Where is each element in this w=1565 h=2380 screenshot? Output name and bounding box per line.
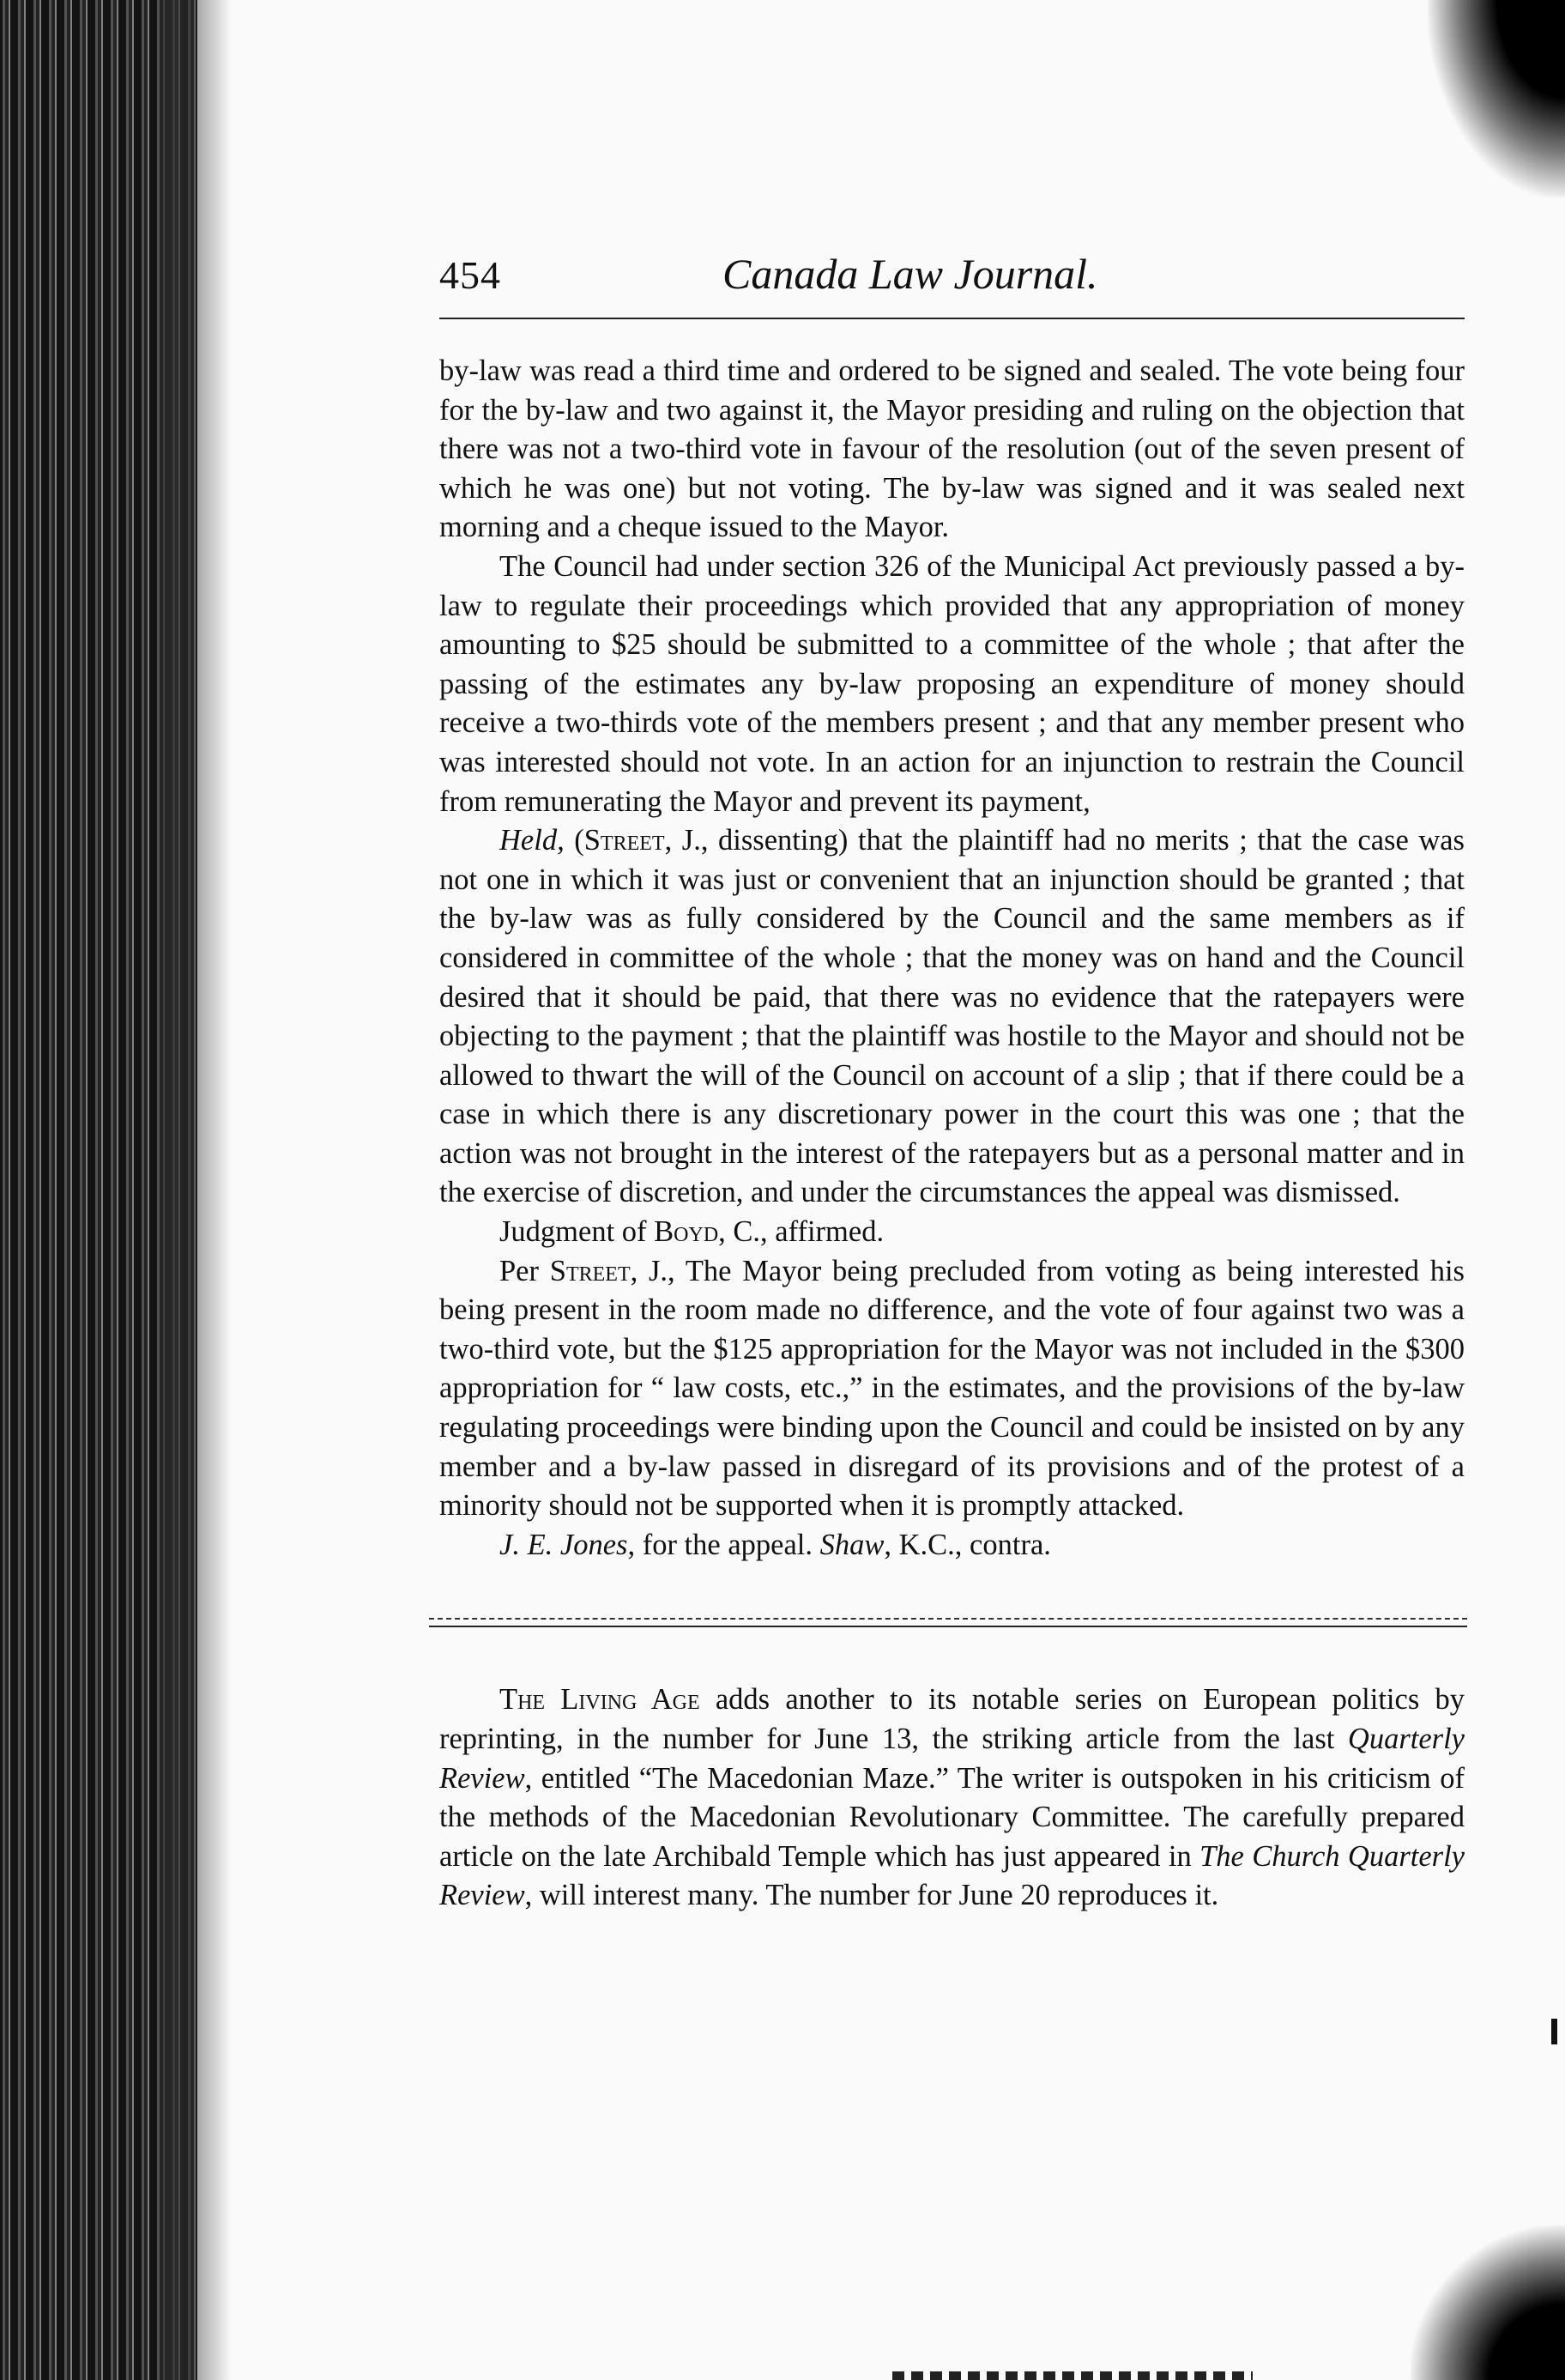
counsel-name: J. E. Jones: [499, 1528, 628, 1561]
paragraph: [439, 352, 1465, 548]
counsel-line: [439, 1526, 1465, 1565]
journal-title: Canada Law Journal.: [722, 250, 1098, 298]
paragraph-text: , entitled “The Macedonian Maze.” The writer is outspoken in his criticism of the methods of the Macedonian Revolutionary Committee. The carefully prepared article on the late Archibald Temple which has just appeared in: [439, 1761, 1465, 1873]
paragraph-text: adds another to its notable series on European politics by reprinting, in the number for June 13, the striking article from the last: [439, 1683, 1465, 1755]
counsel-role: , K.C., contra.: [884, 1528, 1051, 1561]
holding-paragraph: Held, (Street, J., dissenting) that the plaintiff had no merits ; that the case was not one in which it was just or convenient that an injunction should be granted ; that the by-law was as fully considered by the Council and the same members as if considered in committee of the whole ; that the money was on hand and the Council desired that it should be paid, that there was no evidence that the ratepayers were objecting to the payment ; that the plaintiff was hostile to the Mayor and should not be allowed to thwart the will of the Council on account of a slip ; that if there could be a case in which there is any discretionary power in the court this was one ; that the action was not brought in the interest of the ratepayers but as a personal matter and in the exercise of discretion, and under the circumstances the appeal was dismissed.: [439, 824, 1465, 1209]
judge-name: Boyd: [654, 1215, 719, 1249]
paragraph-text: Per: [499, 1254, 550, 1287]
paragraph-text: , J., dissenting) that the plaintiff had no merits ; that the case was not one in which it was just or convenient that an injunction should be granted ; that the by-law was as fully considered by the Council and the same members as if considered in committee of the whole ; that the money was on hand and the Council desired that it should be paid, that there was no evidence that the ratepayers were objecting to the payment ; that the plaintiff was hostile to the Mayor and should not be allowed to thwart the will of the Council on account of a slip ; that if there could be a case in which there is any discretionary power in the court this was one ; that the action was not brought in the interest of the ratepayers but as a personal matter and in the exercise of discretion, and under the circumstances the appeal was dismissed.: [439, 824, 1465, 1209]
counsel-role: , for the appeal.: [627, 1528, 820, 1561]
divider-line: [429, 1618, 1467, 1620]
judge-name: Street: [583, 824, 665, 857]
judgment-paragraph: [439, 1213, 1465, 1252]
note-paragraph: [439, 1681, 1465, 1916]
paragraph: [439, 548, 1465, 821]
divider-line: [429, 1626, 1467, 1627]
case-report: [439, 352, 1465, 1565]
page-corner-shadow-bottom: [1411, 2226, 1565, 2380]
book-binding-edge: [0, 0, 197, 2380]
paragraph-text: In an action for an injunction to restrain the Council from remunerating the Mayor and prevent its payment,: [439, 745, 1465, 818]
held-label: Held,: [499, 824, 565, 857]
page-corner-shadow-top: [1428, 0, 1565, 197]
publication-name: The Living Age: [499, 1683, 700, 1717]
editorial-note: [439, 1681, 1465, 1916]
page-content: [439, 240, 1465, 1916]
paragraph-text: , will interest many. The number for June 20 reproduces it.: [524, 1879, 1219, 1912]
running-header: [439, 240, 1465, 319]
paragraph-text: by-law was read a third time and ordered to be signed and sealed. The vote being four for the by-law and two against it, the Mayor presiding and ruling on the objection that there was not a two-third vote in favour of the resolution (out of the seven present of which he was one) but not voting. The by-law was signed and it was sealed next morning and a cheque issued to the Mayor.: [439, 354, 1465, 544]
per-curiam-paragraph: [439, 1252, 1465, 1526]
paragraph-text: Judgment of: [499, 1215, 655, 1249]
paragraph-text: , J., The Mayor being precluded from voting as being interested his being present in the room made no difference, and the vote of four against two was a two-third vote, but the $125 appropriation for the Mayor was not included in the $300 appropriation for “ law costs, etc.,” in the estimates, and the provisions of the by-law regulating proceedings were binding upon the Council and could be insisted on by any member and a by-law passed in disregard of its provisions and of the protest of a minority should not be supported when it is promptly attacked.: [439, 1254, 1465, 1523]
page-number: 454: [439, 253, 501, 297]
judge-name: Street: [549, 1254, 631, 1287]
publication-name: The Church Quarterly Review: [439, 1839, 1465, 1912]
section-divider: [429, 1618, 1467, 1627]
margin-mark: [1551, 2019, 1557, 2044]
paragraph-text: , C., affirmed.: [718, 1215, 885, 1249]
counsel-name: Shaw: [819, 1528, 885, 1561]
paragraph-text: The Council had under section 326 of the Municipal Act previously passed a by-law to regulate their proceedings which provided that any appropriation of money amounting to $25 should be submitted to a committee of the whole ; that after the passing of the estimates any by-law proposing an expenditure of money should receive a two-thirds vote of the members present ; and that any member present who was interested should not vote.: [439, 549, 1465, 778]
scan-artifact-bottom: [892, 2371, 1253, 2380]
publication-name: Quarterly Review: [439, 1723, 1465, 1795]
